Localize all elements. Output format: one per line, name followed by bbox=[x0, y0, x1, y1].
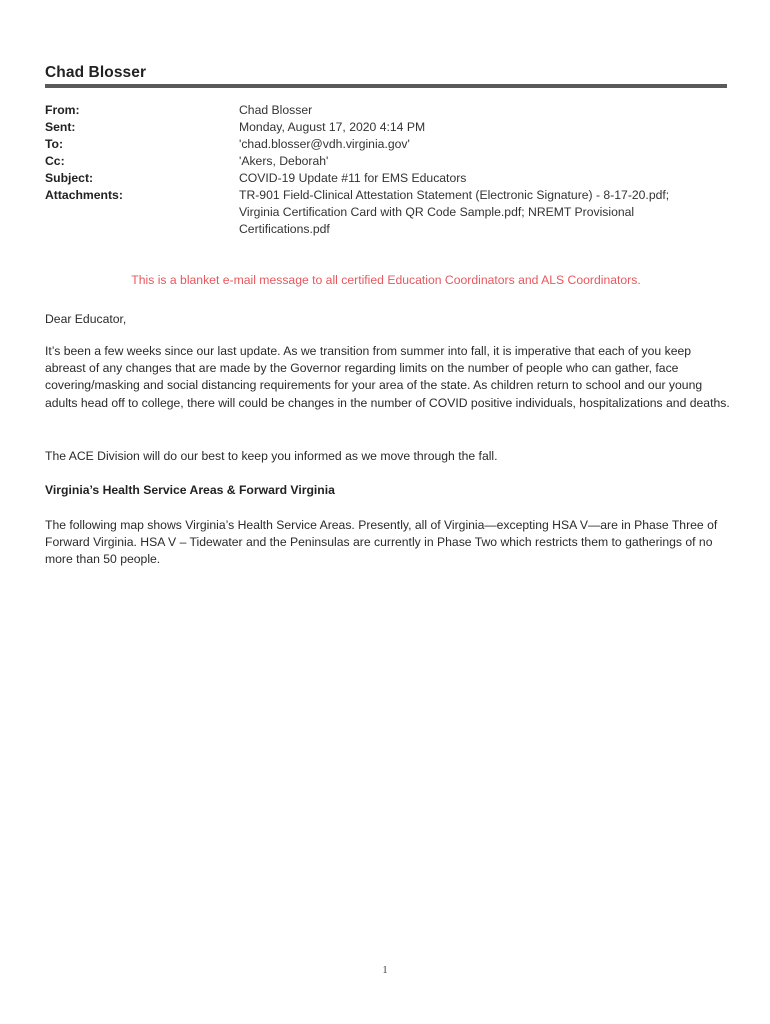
attachments-value bbox=[239, 187, 727, 238]
subject-label: Subject: bbox=[45, 171, 94, 185]
email-header-block bbox=[45, 102, 727, 238]
page-number: 1 bbox=[382, 965, 388, 976]
from-row bbox=[45, 102, 727, 119]
attachments-label: Attachments: bbox=[45, 188, 123, 202]
cc-row bbox=[45, 153, 727, 170]
sender-name-heading: Chad Blosser bbox=[45, 64, 147, 81]
sent-label: Sent: bbox=[45, 120, 76, 134]
from-value: Chad Blosser bbox=[239, 103, 313, 117]
attachments-row bbox=[45, 187, 727, 238]
header-divider bbox=[45, 84, 727, 88]
to-label: To: bbox=[45, 137, 64, 151]
salutation: Dear Educator, bbox=[45, 312, 127, 326]
sent-row bbox=[45, 119, 727, 136]
blanket-notice: This is a blanket e-mail message to all certified Education Coordinators and ALS Coordinators. bbox=[131, 273, 641, 287]
subject-row bbox=[45, 170, 727, 187]
body-paragraph-3: The following map shows Virginia’s Health Service Areas. Presently, all of Virginia—excepting HSA V—are in Phase Three of Forward Virginia. HSA V – Tidewater and the Peninsulas are currently in Phase Two which restricts them to gatherings of no more than 50 people. bbox=[45, 518, 718, 567]
body-paragraph-1: It’s been a few weeks since our last update. As we transition from summer into fall, it is imperative that each of you keep abreast of any changes that are made by the Governor regarding limits on the number of people who can gather, face covering/masking and social distancing requirements for your area of the state. As children return to school and our young adults head off to college, there will could be changes in the number of COVID positive individuals, hospitalizations and deaths. bbox=[45, 344, 730, 410]
to-row bbox=[45, 136, 727, 153]
cc-value: 'Akers, Deborah' bbox=[239, 154, 329, 168]
to-value: 'chad.blosser@vdh.virginia.gov' bbox=[239, 137, 410, 151]
section-heading: Virginia’s Health Service Areas & Forward Virginia bbox=[45, 483, 335, 497]
from-label: From: bbox=[45, 103, 80, 117]
attachments-line-1: TR-901 Field-Clinical Attestation Statement (Electronic Signature) - 8-17-20.pdf; bbox=[239, 188, 670, 202]
attachments-line-3: Certifications.pdf bbox=[239, 222, 330, 236]
body-paragraph-2: The ACE Division will do our best to keep you informed as we move through the fall. bbox=[45, 449, 498, 463]
subject-value: COVID-19 Update #11 for EMS Educators bbox=[239, 171, 467, 185]
sent-value: Monday, August 17, 2020 4:14 PM bbox=[239, 120, 426, 134]
cc-label: Cc: bbox=[45, 154, 65, 168]
attachments-line-2: Virginia Certification Card with QR Code Sample.pdf; NREMT Provisional bbox=[239, 205, 635, 219]
